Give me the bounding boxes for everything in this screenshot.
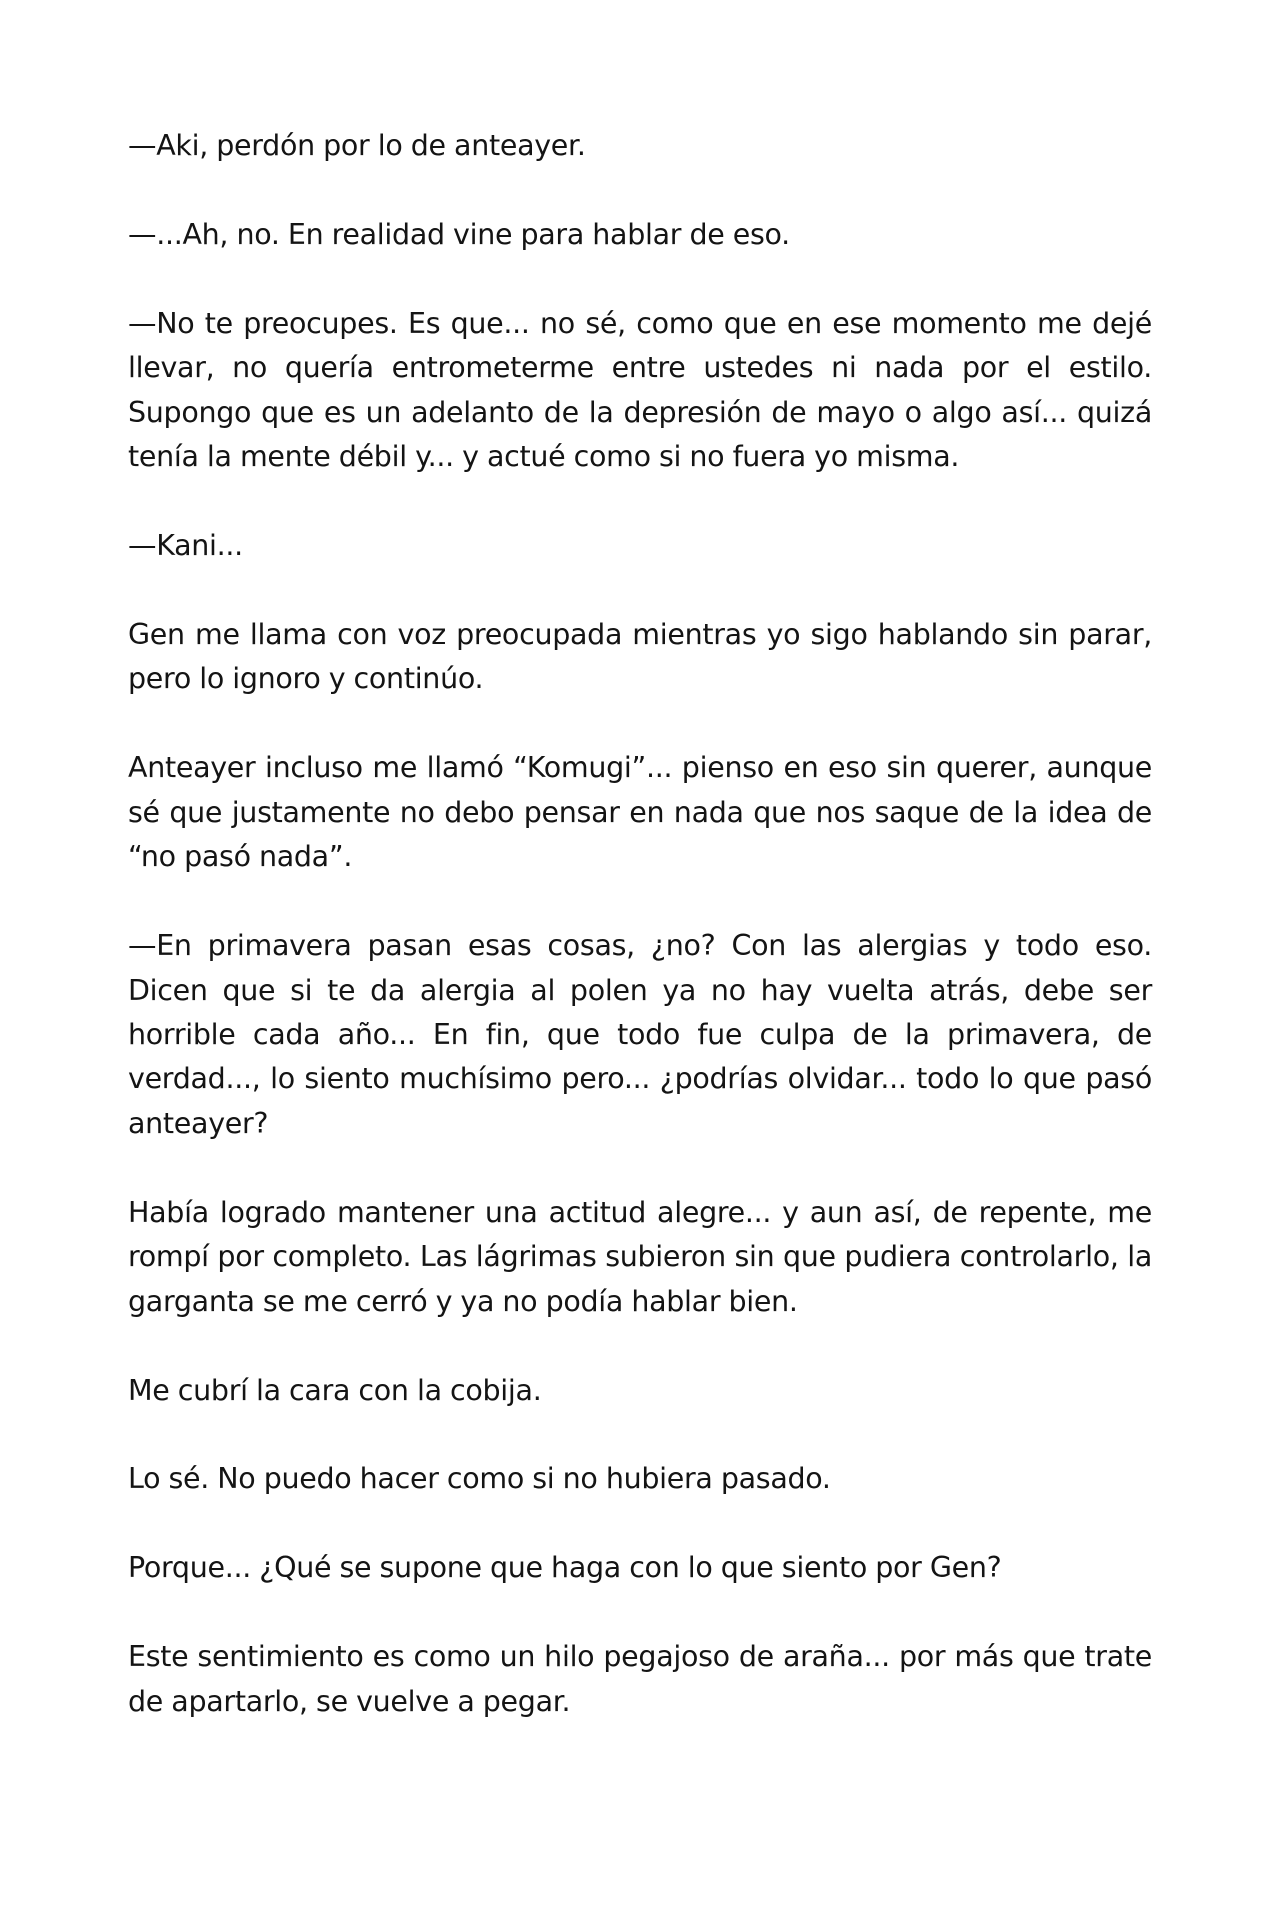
paragraph-dialogue-kani: —Kani... [128,529,243,563]
paragraph-dialogue-no-te-preocupes: —No te preocupes. Es que... no sé, como que en ese momento me dejé llevar, no quería entrometerme entre ustedes ni nada por el estilo. Supongo que es un adelanto de la depresión de mayo o algo así... quizá tenía la mente débil y... y actué como si no fuera yo misma. [128,306,1152,474]
paragraph-narration-gen-calls: Gen me llama con voz preocupada mientras yo sigo hablando sin parar, pero lo ignoro y continúo. [128,617,1152,696]
paragraph-narration-tears: Había logrado mantener una actitud alegre... y aun así, de repente, me rompí por completo. Las lágrimas subieron sin que pudiera controlarlo, la garganta se me cerró y ya no podía hablar bien. [128,1195,1152,1318]
paragraph-narration-porque: Porque... ¿Qué se supone que haga con lo que siento por Gen? [128,1551,1002,1585]
paragraph-narration-komugi: Anteayer incluso me llamó “Komugi”... pienso en eso sin querer, aunque sé que justamente no debo pensar en nada que nos saque de la idea de “no pasó nada”. [128,751,1152,874]
paragraph-narration-lo-se: Lo sé. No puedo hacer como si no hubiera pasado. [128,1462,831,1496]
paragraph-dialogue-primavera: —En primavera pasan esas cosas, ¿no? Con las alergias y todo eso. Dicen que si te da alergia al polen ya no hay vuelta atrás, debe ser horrible cada año... En fin, que todo fue culpa de la primavera, de verdad..., lo siento muchísimo pero... ¿podrías olvidar... todo lo que pasó anteayer? [128,929,1152,1140]
document-page [128,124,1152,1769]
paragraph-narration-cobija: Me cubrí la cara con la cobija. [128,1373,542,1407]
paragraph-dialogue-reply: —...Ah, no. En realidad vine para hablar de eso. [128,217,790,251]
paragraph-dialogue-apology: —Aki, perdón por lo de anteayer. [128,129,586,162]
paragraph-narration-hilo-arana: Este sentimiento es como un hilo pegajoso de araña... por más que trate de apartarlo, se vuelve a pegar. [128,1640,1152,1718]
